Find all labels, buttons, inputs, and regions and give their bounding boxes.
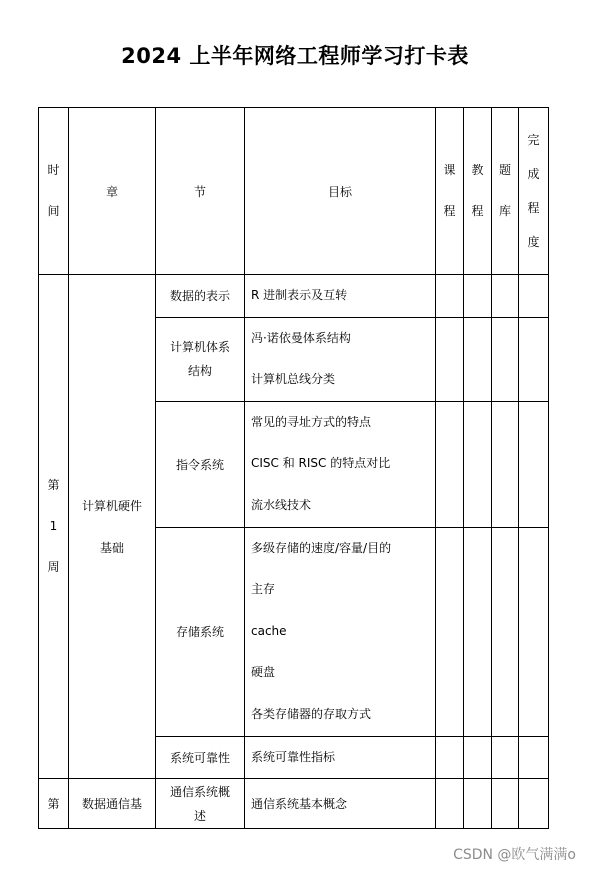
week1-label: 第 1 周 [39,275,69,779]
question-bank-checkbox[interactable] [492,275,519,318]
header-chapter: 章 [69,108,156,275]
tutorial-checkbox[interactable] [464,275,492,318]
tutorial-checkbox[interactable] [464,736,492,779]
course-checkbox[interactable] [436,317,464,401]
question-bank-checkbox[interactable] [492,527,519,736]
completion-cell[interactable] [519,401,549,527]
course-checkbox[interactable] [436,779,464,829]
section-goals: 多级存储的速度/容量/目的 主存 cache 硬盘 各类存储器的存取方式 [245,527,436,736]
week2-label: 第 [39,779,69,829]
header-course: 课 程 [436,108,464,275]
section-name: 存储系统 [156,527,245,736]
question-bank-checkbox[interactable] [492,401,519,527]
question-bank-checkbox[interactable] [492,317,519,401]
header-section: 节 [156,108,245,275]
course-checkbox[interactable] [436,401,464,527]
tutorial-checkbox[interactable] [464,401,492,527]
tutorial-checkbox[interactable] [464,317,492,401]
week2-chapter: 数据通信基 [69,779,156,829]
completion-cell[interactable] [519,779,549,829]
header-goal: 目标 [245,108,436,275]
section-name: 计算机体系 结构 [156,317,245,401]
question-bank-checkbox[interactable] [492,736,519,779]
completion-cell[interactable] [519,275,549,318]
table-row [39,779,549,829]
week1-chapter: 计算机硬件 基础 [69,275,156,779]
section-name: 通信系统概 述 [156,779,245,829]
watermark: CSDN @欧气满满o [453,847,576,863]
header-completion: 完 成 程 度 [519,108,549,275]
completion-cell[interactable] [519,527,549,736]
section-name: 指令系统 [156,401,245,527]
header-row [39,108,549,275]
checkin-table [38,107,549,829]
section-name: 数据的表示 [156,275,245,318]
tutorial-checkbox[interactable] [464,779,492,829]
section-goals: 常见的寻址方式的特点 CISC 和 RISC 的特点对比 流水线技术 [245,401,436,527]
tutorial-checkbox[interactable] [464,527,492,736]
course-checkbox[interactable] [436,736,464,779]
header-time: 时 间 [39,108,69,275]
question-bank-checkbox[interactable] [492,779,519,829]
page-title: 2024 上半年网络工程师学习打卡表 [121,44,469,68]
completion-cell[interactable] [519,317,549,401]
completion-cell[interactable] [519,736,549,779]
course-checkbox[interactable] [436,275,464,318]
section-goals: 冯·诺依曼体系结构 计算机总线分类 [245,317,436,401]
header-tutorial: 教 程 [464,108,492,275]
section-goals: 通信系统基本概念 [245,779,436,829]
section-name: 系统可靠性 [156,736,245,779]
section-goals: 系统可靠性指标 [245,736,436,779]
table-row [39,275,549,318]
section-goals: R 进制表示及互转 [245,275,436,318]
course-checkbox[interactable] [436,527,464,736]
header-question-bank: 题 库 [492,108,519,275]
